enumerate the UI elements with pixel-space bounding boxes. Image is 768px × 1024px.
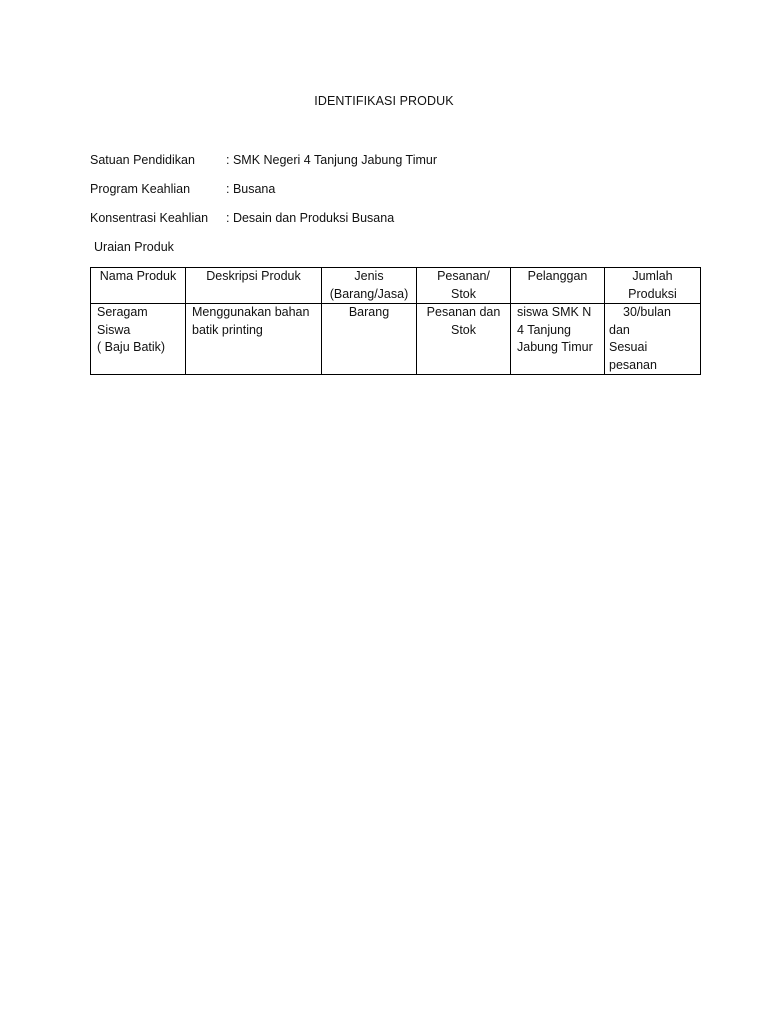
cell-nama-produk: Seragam Siswa ( Baju Batik)	[91, 304, 186, 375]
cell-deskripsi-produk: Menggunakan bahan batik printing	[186, 304, 322, 375]
product-table	[90, 267, 701, 375]
field-label: Satuan Pendidikan	[90, 153, 195, 167]
header-jumlah-produksi: Jumlah Produksi	[605, 268, 701, 304]
field-label: Konsentrasi Keahlian	[90, 211, 209, 225]
header-jenis: Jenis (Barang/Jasa)	[322, 268, 417, 304]
field-value: : SMK Negeri 4 Tanjung Jabung Timur	[226, 153, 437, 167]
field-value: : Desain dan Produksi Busana	[226, 211, 395, 225]
document-title: IDENTIFIKASI PRODUK	[314, 94, 454, 108]
cell-jumlah-produksi: 30/bulan dan Sesuai pesanan	[605, 304, 701, 375]
header-nama-produk: Nama Produk	[91, 268, 186, 304]
header-deskripsi-produk: Deskripsi Produk	[186, 268, 322, 304]
cell-pelanggan: siswa SMK N 4 Tanjung Jabung Timur	[511, 304, 605, 375]
cell-jenis: Barang	[322, 304, 417, 375]
cell-pesanan-stok: Pesanan dan Stok	[417, 304, 511, 375]
table-row	[91, 304, 701, 375]
table-header-row	[91, 268, 701, 304]
section-label-uraian-produk: Uraian Produk	[94, 240, 174, 254]
field-label: Program Keahlian	[90, 182, 191, 196]
field-value: : Busana	[226, 182, 276, 196]
header-pesanan-stok: Pesanan/ Stok	[417, 268, 511, 304]
header-pelanggan: Pelanggan	[511, 268, 605, 304]
